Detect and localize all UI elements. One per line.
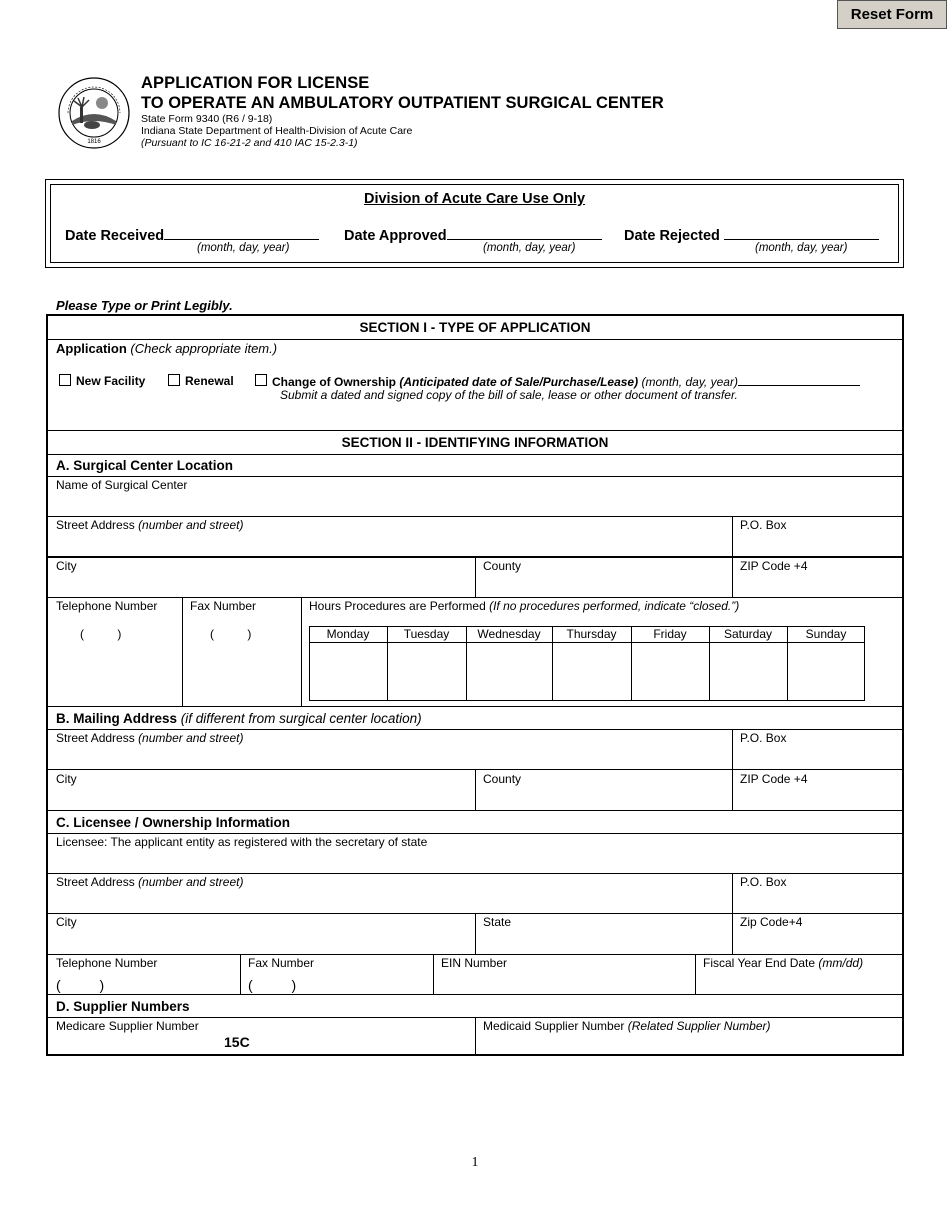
division-title: Division of Acute Care Use Only <box>363 191 586 207</box>
day-saturday: Saturday <box>723 627 773 641</box>
licensee-fax-area-code[interactable]: ( ) <box>248 977 297 993</box>
mailing-county-label: County <box>483 772 522 786</box>
fiscal-year-field[interactable] <box>696 954 902 994</box>
licensee-zip-field[interactable] <box>733 913 902 954</box>
date-received-field[interactable] <box>164 225 319 240</box>
hours-sunday-field[interactable] <box>788 643 865 700</box>
mailing-address-heading: B. Mailing Address (if different from surgical center location) <box>56 711 422 726</box>
telephone-label: Telephone Number <box>56 599 158 613</box>
mailing-city-field[interactable] <box>48 770 475 810</box>
department: Indiana State Department of Health-Division of Acute Care <box>141 125 413 137</box>
ein-label: EIN Number <box>441 956 508 970</box>
fax-label: Fax Number <box>190 599 257 613</box>
form-title-line1: APPLICATION FOR LICENSE <box>141 74 370 92</box>
page-number: 1 <box>471 1155 479 1170</box>
renewal-label: Renewal <box>185 374 234 388</box>
licensee-po-box-field[interactable] <box>733 873 902 913</box>
change-ownership-checkbox[interactable] <box>255 374 267 386</box>
licensee-city-field[interactable] <box>48 913 475 954</box>
licensee-ownership-heading: C. Licensee / Ownership Information <box>56 815 291 830</box>
pursuant-note: (Pursuant to IC 16-21-2 and 410 IAC 15-2.3-1) <box>141 137 358 149</box>
mailing-po-box-field[interactable] <box>733 729 902 769</box>
licensee-field[interactable] <box>48 833 902 873</box>
hours-friday-field[interactable] <box>632 643 709 700</box>
licensee-street-label: Street Address (number and street) <box>56 875 244 889</box>
reset-form-button[interactable]: Reset Form <box>837 0 947 29</box>
county-label: County <box>483 559 522 573</box>
licensee-state-label: State <box>483 915 512 929</box>
mailing-city-label: City <box>56 772 77 786</box>
hours-saturday-field[interactable] <box>710 643 787 700</box>
hours-monday-field[interactable] <box>310 643 387 700</box>
change-ownership-label: Change of Ownership (Anticipated date of Sale/Purchase/Lease) (month, day, year) <box>272 374 860 389</box>
mailing-street-field[interactable] <box>48 729 732 769</box>
city-field[interactable] <box>48 557 475 597</box>
medicaid-supplier-label: Medicaid Supplier Number (Related Supplier Number) <box>483 1019 771 1033</box>
indiana-state-seal <box>58 77 130 149</box>
date-rejected-hint: (month, day, year) <box>755 242 848 254</box>
form-number: State Form 9340 (R6 / 9-18) <box>141 113 273 125</box>
day-monday: Monday <box>326 627 370 641</box>
telephone-area-code[interactable]: ( ) <box>80 627 122 641</box>
licensee-zip-label: Zip Code+4 <box>740 915 803 929</box>
zip-code-label: ZIP Code +4 <box>740 559 808 573</box>
supplier-numbers-heading: D. Supplier Numbers <box>56 999 190 1014</box>
day-wednesday: Wednesday <box>477 627 541 641</box>
hours-wednesday-field[interactable] <box>467 643 552 700</box>
licensee-label: Licensee: The applicant entity as registered with the secretary of state <box>56 835 428 849</box>
licensee-po-box-label: P.O. Box <box>740 875 787 889</box>
form-title-line2: TO OPERATE AN AMBULATORY OUTPATIENT SURGICAL CENTER <box>141 94 664 112</box>
po-box-field[interactable] <box>733 516 902 556</box>
licensee-telephone-label: Telephone Number <box>56 956 158 970</box>
licensee-telephone-area-code[interactable]: ( ) <box>56 977 105 993</box>
fax-area-code[interactable]: ( ) <box>210 627 252 641</box>
date-approved-hint: (month, day, year) <box>483 242 576 254</box>
ein-field[interactable] <box>434 954 695 994</box>
medicare-supplier-label: Medicare Supplier Number <box>56 1019 199 1033</box>
city-label: City <box>56 559 77 573</box>
mailing-county-field[interactable] <box>476 770 732 810</box>
surgical-center-name-field[interactable] <box>48 476 902 516</box>
change-ownership-date-field[interactable] <box>738 374 860 386</box>
application-label: Application (Check appropriate item.) <box>56 341 278 356</box>
surgical-center-location-heading: A. Surgical Center Location <box>56 458 234 473</box>
po-box-label: P.O. Box <box>740 518 787 532</box>
hours-thursday-field[interactable] <box>553 643 631 700</box>
day-sunday: Sunday <box>805 627 847 641</box>
medicare-supplier-prefix[interactable]: 15C <box>224 1034 250 1050</box>
county-field[interactable] <box>476 557 732 597</box>
street-address-label: Street Address (number and street) <box>56 518 244 532</box>
print-legibly-note: Please Type or Print Legibly. <box>56 298 233 313</box>
date-rejected-label: Date Rejected <box>624 225 879 244</box>
submit-note: Submit a dated and signed copy of the bill of sale, lease or other document of transfer. <box>280 388 738 402</box>
new-facility-label: New Facility <box>76 374 146 388</box>
day-thursday: Thursday <box>566 627 617 641</box>
licensee-fax-label: Fax Number <box>248 956 315 970</box>
division-use-box <box>45 179 904 268</box>
licensee-city-label: City <box>56 915 77 929</box>
hours-label: Hours Procedures are Performed (If no procedures performed, indicate “closed.”) <box>309 599 740 613</box>
date-rejected-field[interactable] <box>724 225 879 240</box>
date-received-hint: (month, day, year) <box>197 242 290 254</box>
day-friday: Friday <box>653 627 687 641</box>
application-form-frame <box>46 314 904 1056</box>
mailing-zip-field[interactable] <box>733 770 902 810</box>
surgical-center-name-label: Name of Surgical Center <box>56 478 188 492</box>
date-approved-label: Date Approved <box>344 225 602 244</box>
mailing-street-label: Street Address (number and street) <box>56 731 244 745</box>
licensee-street-field[interactable] <box>48 873 732 913</box>
hours-tuesday-field[interactable] <box>388 643 466 700</box>
street-address-field[interactable] <box>48 516 732 556</box>
mailing-po-box-label: P.O. Box <box>740 731 787 745</box>
licensee-state-field[interactable] <box>476 913 732 954</box>
new-facility-checkbox[interactable] <box>59 374 71 386</box>
date-received-label: Date Received <box>65 225 319 244</box>
date-approved-field[interactable] <box>447 225 602 240</box>
renewal-checkbox[interactable] <box>168 374 180 386</box>
section2-title: SECTION II - IDENTIFYING INFORMATION <box>341 435 609 450</box>
section1-title: SECTION I - TYPE OF APPLICATION <box>359 320 591 335</box>
zip-code-field[interactable] <box>733 557 902 597</box>
fiscal-year-label: Fiscal Year End Date (mm/dd) <box>703 956 864 970</box>
svg-text:1816: 1816 <box>87 139 101 145</box>
mailing-zip-label: ZIP Code +4 <box>740 772 808 786</box>
medicaid-supplier-field[interactable] <box>476 1017 902 1054</box>
day-tuesday: Tuesday <box>403 627 450 641</box>
